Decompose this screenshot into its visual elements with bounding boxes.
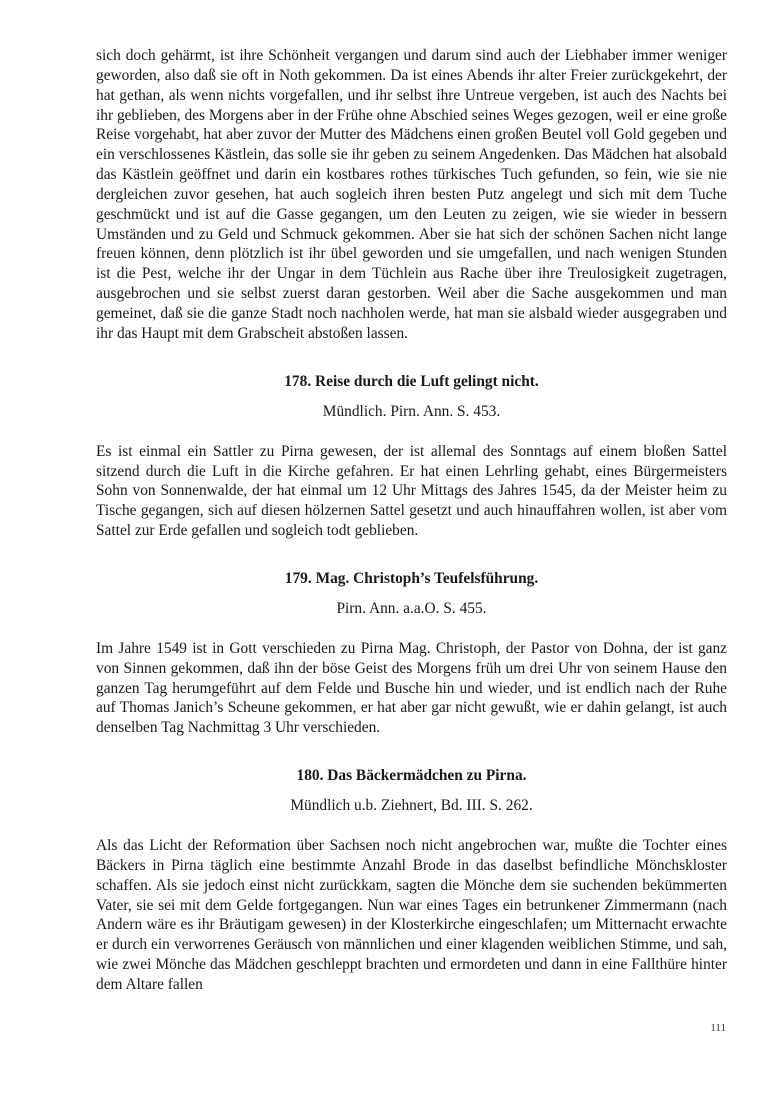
section-178 bbox=[96, 372, 727, 541]
section-title: 180. Das Bäckermädchen zu Pirna. bbox=[296, 767, 527, 785]
section-source: Mündlich u.b. Ziehnert, Bd. III. S. 262. bbox=[290, 797, 533, 815]
section-179 bbox=[96, 569, 727, 738]
section-180 bbox=[96, 766, 727, 995]
section-body: Als das Licht der Reformation über Sachsen noch nicht angebrochen war, mußte die Tochter eines Bäckers in Pirna täglich eine bestimmte Anzahl Brode in das daselbst befindliche Mönchskloster schaffen. Als sie jedoch einst nicht zurückkam, sagten die Mönche dem sie suchenden bekümmerten Vater, sie sei mit dem Gelde fortgegangen. Nun war eines Tages ein betrunkener Zimmermann (nach Andern wäre es ihr Bräutigam gewesen) in der Klosterkirche eingeschlafen; um Mitternacht erwachte er durch ein verworrenes Geräusch von männlichen und einer klagenden weiblichen Stimme, und sah, wie zwei Mönche das Mädchen geschleppt brachten und ermordeten und dann in eine Fallthüre hinter dem Altare fallen bbox=[96, 837, 727, 993]
section-title: 178. Reise durch die Luft gelingt nicht. bbox=[284, 372, 539, 390]
section-source: Mündlich. Pirn. Ann. S. 453. bbox=[322, 402, 501, 420]
intro-paragraph: sich doch gehärmt, ist ihre Schönheit vergangen und darum sind auch der Liebhaber immer weniger geworden, also daß sie oft in Noth gekommen. Da ist eines Abends ihr alter Freier zurückgekehrt, der hat gethan, als wenn nichts vorgefallen, und ihr selbst ihre Untreue vergeben, ist auch des Nachts bei ihr geblieben, des Morgens aber in der Frühe ohne Abschied seines Weges gezogen, weil er eine große Reise vorgehabt, hat aber zuvor der Mutter des Mädchens einen großen Beutel voll Gold gegeben und ein verschlossenes Kästlein, das solle sie ihr geben zu seinem Angedenken. Das Mädchen hat alsobald das Kästlein geöffnet und darin ein kostbares rothes türkisches Tuch gefunden, so fein, wie sie nie dergleichen zuvor gesehen, hat auch sogleich ihren besten Putz angelegt und sich mit dem Tuche geschmückt und ist auf die Gasse gegangen, um den Leuten zu zeigen, wie sie wieder in bessern Umständen und zu Geld und Schmuck gekommen. Aber sie hat sich der schönen Sachen nicht lange freuen können, denn plötzlich ist ihr übel geworden und sie umgefallen, und nach wenigen Stunden ist die Pest, welche ihr der Ungar in dem Tüchlein aus Rache über ihre Treulosigkeit zugetragen, ausgebrochen und sie selbst zuerst daran gestorben. Weil aber die Sache ausgekommen und man gemeinet, daß sie die ganze Stadt noch nachholen werde, hat man sie alsbald wieder ausgegraben und ihr das Haupt mit dem Grabscheit abstoßen lassen. bbox=[96, 47, 727, 342]
section-body: Im Jahre 1549 ist in Gott verschieden zu Pirna Mag. Christoph, der Pastor von Dohna, der ist ganz von Sinnen gekommen, daß ihn der böse Geist des Morgens früh um drei Uhr von seinem Hause den ganzen Tag herumgeführt auf dem Felde und Busche hin und wieder, und ist endlich nach der Ruhe auf Thomas Janich’s Scheune gekommen, er hat aber gar nicht gewußt, wie er dahin gelangt, ist auch denselben Tag Nachmittag 3 Uhr verschieden. bbox=[96, 639, 727, 737]
section-title: 179. Mag. Christoph’s Teufelsführung. bbox=[284, 569, 539, 587]
section-body: Es ist einmal ein Sattler zu Pirna gewesen, der ist allemal des Sonntags auf einem bloßen Sattel sitzend durch die Luft in die Kirche gefahren. Er hat einen Lehrling gehabt, eines Bürgermeisters Sohn von Sonnenwalde, der hat einmal um 12 Uhr Mittags des Jahres 1545, da der Meister heim zu Tische gegangen, sich auf diesen hölzernen Sattel gesetzt und auch hinauffahren wollen, ist aber vom Sattel zur Erde gefallen und sogleich todt geblieben. bbox=[96, 442, 727, 540]
page-text bbox=[96, 46, 727, 995]
section-source: Pirn. Ann. a.a.O. S. 455. bbox=[336, 599, 487, 617]
page-number: 111 bbox=[710, 1022, 726, 1034]
